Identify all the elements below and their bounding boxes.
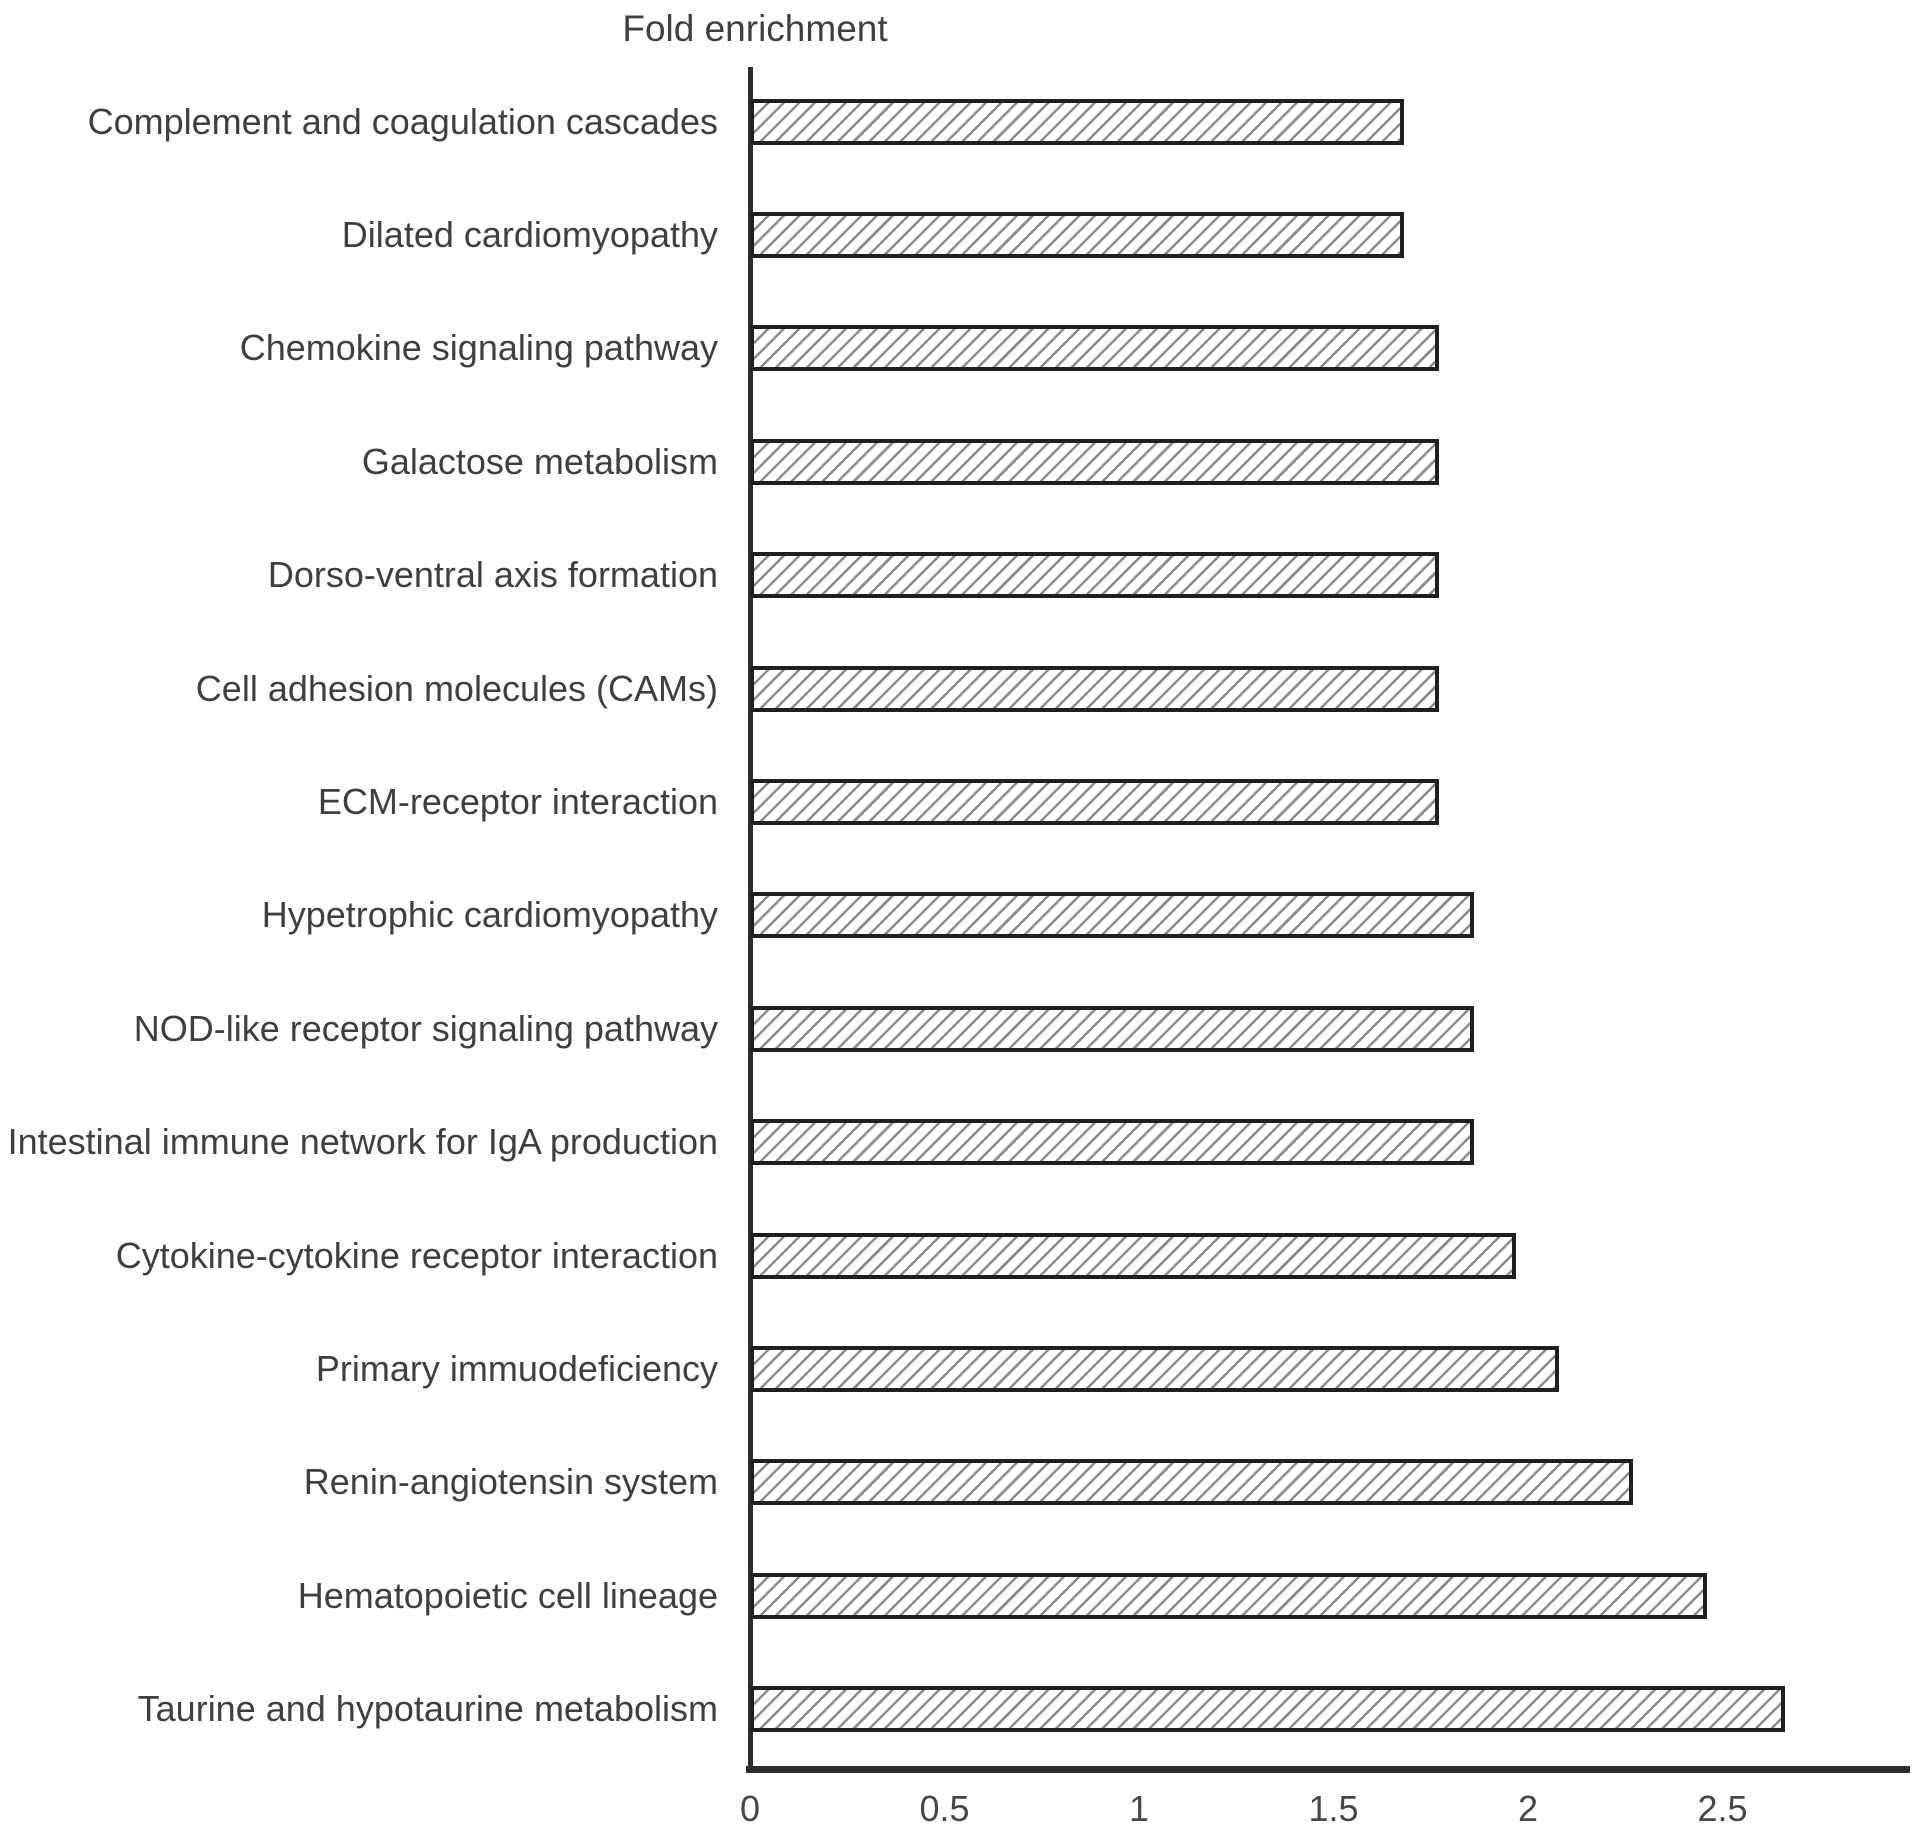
chart-title: Fold enrichment xyxy=(622,8,888,49)
bar xyxy=(750,1006,1474,1052)
x-axis-line xyxy=(746,1766,1910,1773)
bar-row xyxy=(0,1653,1913,1766)
bar-row xyxy=(0,178,1913,291)
bar xyxy=(750,666,1439,712)
bar xyxy=(750,1119,1474,1165)
category-label: Cell adhesion molecules (CAMs) xyxy=(195,667,718,709)
bar-row xyxy=(0,1199,1913,1312)
bar xyxy=(750,779,1439,825)
bar-row xyxy=(0,1086,1913,1199)
x-tick-label: 0.5 xyxy=(919,1788,970,1829)
bar-row xyxy=(0,405,1913,518)
bar xyxy=(750,1686,1785,1732)
bar xyxy=(750,892,1474,938)
bar xyxy=(750,1346,1559,1392)
bar-row xyxy=(0,1539,1913,1652)
x-tick-label: 1.5 xyxy=(1308,1788,1359,1829)
category-label: Primary immuodeficiency xyxy=(315,1348,718,1390)
category-label: Complement and coagulation cascades xyxy=(87,100,718,142)
category-label: Dilated cardiomyopathy xyxy=(341,214,718,256)
category-label: Hypetrophic cardiomyopathy xyxy=(261,894,718,936)
bar-row xyxy=(0,1312,1913,1425)
bar xyxy=(750,552,1439,598)
bar-row xyxy=(0,972,1913,1085)
category-label: Renin-angiotensin system xyxy=(303,1461,718,1503)
bar xyxy=(750,99,1404,145)
bar xyxy=(750,1573,1707,1619)
category-label: Hematopoietic cell lineage xyxy=(297,1574,718,1616)
bar xyxy=(750,1233,1516,1279)
category-label: Intestinal immune network for IgA production xyxy=(7,1121,718,1163)
bar-row xyxy=(0,745,1913,858)
bar xyxy=(750,439,1439,485)
category-label: NOD-like receptor signaling pathway xyxy=(133,1007,718,1049)
category-label: ECM-receptor interaction xyxy=(317,781,718,823)
bar-row xyxy=(0,519,1913,632)
category-label: Taurine and hypotaurine metabolism xyxy=(137,1688,718,1730)
x-tick-label: 2 xyxy=(1517,1788,1539,1829)
x-axis-tick-labels xyxy=(0,1788,1913,1830)
bar-row xyxy=(0,859,1913,972)
bars-container xyxy=(0,65,1913,1766)
category-label: Dorso-ventral axis formation xyxy=(267,554,718,596)
category-label: Galactose metabolism xyxy=(361,440,718,482)
bar-row xyxy=(0,65,1913,178)
category-label: Cytokine-cytokine receptor interaction xyxy=(115,1234,718,1276)
bar xyxy=(750,325,1439,371)
bar-row xyxy=(0,632,1913,745)
x-tick-label: 1 xyxy=(1128,1788,1150,1829)
bar xyxy=(750,1459,1633,1505)
category-label: Chemokine signaling pathway xyxy=(239,327,718,369)
bar-row xyxy=(0,292,1913,405)
bar xyxy=(750,212,1404,258)
x-tick-label: 0 xyxy=(739,1788,761,1829)
bar-row xyxy=(0,1426,1913,1539)
x-tick-label: 2.5 xyxy=(1697,1788,1748,1829)
